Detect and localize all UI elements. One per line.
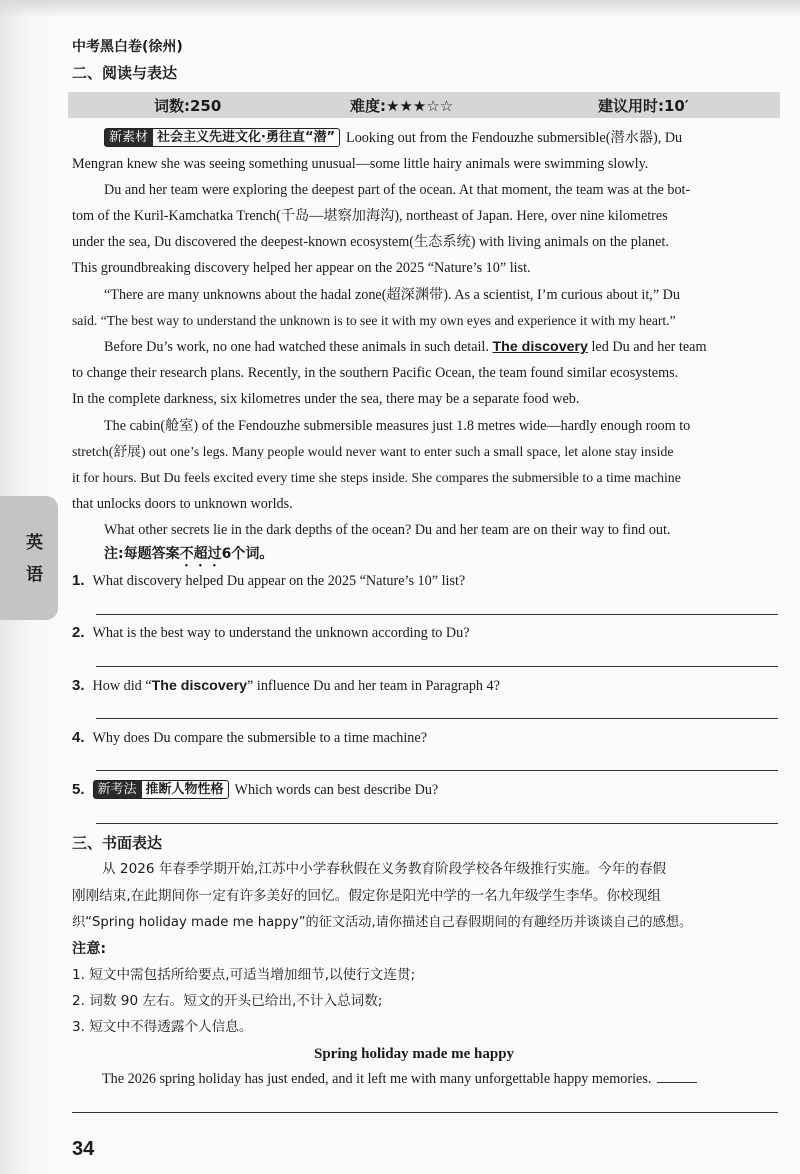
answer-line-1[interactable]: [96, 614, 778, 615]
passage-p3-line1: “There are many unknowns about the hadal zone(超深渊带). As a scientist, I’m curious about it,” Du: [104, 287, 681, 303]
side-tab-char-2: 语: [26, 565, 43, 585]
question-2: [72, 620, 470, 647]
question-text: Which words can best describe Du?: [234, 782, 439, 798]
essay-opening: [102, 1066, 697, 1093]
question-text: What discovery helped Du appear on the 2025 “Nature’s 10” list?: [92, 573, 466, 589]
passage-p2-line4: This groundbreaking discovery helped her appear on the 2025 “Nature’s 10” list.: [72, 260, 531, 276]
answer-note: [104, 541, 273, 570]
note-suffix: 6个词。: [221, 546, 274, 562]
new-material-tag: [104, 128, 340, 147]
passage-p2-line1: Du and her team were exploring the deepest part of the ocean. At that moment, the team was at the bot-: [104, 182, 691, 198]
question-text: What is the best way to understand the unknown according to Du?: [92, 625, 470, 641]
the-discovery-highlight: The discovery: [492, 339, 588, 355]
question-number: 1.: [72, 572, 85, 589]
notice-title: 注意:: [72, 941, 107, 957]
note-prefix: 注:每题答案: [104, 546, 180, 562]
writing-rule-3: 3. 短文中不得透露个人信息。: [72, 1019, 253, 1035]
page-number: 34: [72, 1138, 95, 1160]
writing-intro-line3: 织“Spring holiday made me happy”的征文活动,请你描述自己春假期间的有趣经历并谈谈自己的感想。: [72, 915, 693, 930]
writing-intro-line2: 刚刚结束,在此期间你一定有许多美好的回忆。假定你是阳光中学的一名九年级学生李华。你校现组: [72, 888, 661, 904]
question-5: [72, 777, 438, 804]
word-count: 词数:250: [154, 97, 222, 115]
side-tab-char-1: 英: [26, 533, 43, 553]
writing-rule-2: 2. 词数 90 左右。短文的开头已给出,不计入总词数;: [72, 993, 383, 1009]
book-title: 中考黑白卷(徐州): [72, 39, 183, 55]
suggested-time: 建议用时:10′: [598, 97, 689, 115]
essay-blank[interactable]: [657, 1082, 697, 1083]
answer-line-4[interactable]: [96, 770, 778, 771]
passage-p5-line4: that unlocks doors to unknown worlds.: [72, 496, 293, 512]
p4-text-a: Before Du’s work, no one had watched these animals in such detail.: [104, 339, 489, 355]
question-3: [72, 673, 500, 700]
tag-pill: 新考法: [94, 781, 142, 798]
question-text: Why does Du compare the submersible to a time machine?: [92, 730, 427, 746]
tag-text: 社会主义先进文化·勇往直“潜”: [157, 130, 336, 145]
question-text-a: How did “: [92, 678, 152, 694]
passage-p5-line1: The cabin(舱室) of the Fendouzhe submersible measures just 1.8 metres wide—hardly enough room to: [104, 418, 691, 434]
essay-opening-text: The 2026 spring holiday has just ended, and it left me with many unforgettable happy memories.: [102, 1071, 652, 1087]
writing-intro-line1: 从 2026 年春季学期开始,江苏中小学春秋假在义务教育阶段学校各年级推行实施。今年的春假: [102, 861, 667, 877]
subject-side-tab: [0, 496, 58, 620]
passage-p1-line1: [104, 125, 682, 152]
passage-p2-line2: tom of the Kuril-Kamchatka Trench(千岛—堪察加海沟), northeast of Japan. Here, over nine kilometres: [72, 208, 668, 224]
passage-p4-line1: [104, 334, 706, 361]
passage-p2-line3: under the sea, Du discovered the deepest-known ecosystem(生态系统) with living animals on the planet.: [72, 234, 669, 250]
question-4: [72, 725, 427, 752]
question-number: 4.: [72, 729, 85, 746]
writing-rule-1: 1. 短文中需包括所给要点,可适当增加细节,以使行文连贯;: [72, 967, 416, 983]
passage-p3-line2: said. “The best way to understand the unknown is to see it with my own eyes and experience it with my heart.”: [72, 313, 676, 328]
section-reading-title: 二、阅读与表达: [72, 64, 178, 82]
passage-p4-line3: In the complete darkness, six kilometres under the sea, there may be a separate food web.: [72, 391, 580, 407]
p4-text-b: led Du and her team: [591, 339, 707, 355]
passage-p5-line2: stretch(舒展) out one’s legs. Many people would never want to enter such a small space, let alone stay inside: [72, 444, 674, 459]
passage-p5-line3: it for hours. But Du feels excited every time she steps inside. She compares the submersible to a time machine: [72, 470, 681, 485]
essay-writing-line[interactable]: [72, 1112, 778, 1113]
answer-line-2[interactable]: [96, 666, 778, 667]
page-top-shadow: [0, 0, 800, 18]
passage-p4-line2: to change their research plans. Recently, in the southern Pacific Ocean, the team found similar ecosystems.: [72, 365, 679, 381]
question-number: 3.: [72, 677, 85, 694]
question-bold-term: The discovery: [151, 678, 248, 694]
note-emphasis: 不超过: [179, 546, 222, 562]
answer-line-3[interactable]: [96, 718, 778, 719]
essay-title: Spring holiday made me happy: [314, 1046, 515, 1062]
info-bar: [68, 92, 780, 118]
passage-p1-line2: Mengran knew she was seeing something unusual—some little hairy animals were swimming slowly.: [72, 156, 649, 172]
tag-text: 推断人物性格: [145, 782, 224, 797]
question-number: 2.: [72, 624, 85, 641]
question-number: 5.: [72, 781, 85, 798]
answer-line-5[interactable]: [96, 823, 778, 824]
question-text-b: ” influence Du and her team in Paragraph 4?: [247, 678, 500, 694]
section-writing-title: 三、书面表达: [72, 834, 163, 852]
question-1: [72, 568, 465, 595]
difficulty-rating: 难度:★★★☆☆: [350, 97, 454, 115]
p1-text: Looking out from the Fendouzhe submersible(潜水器), Du: [346, 130, 683, 146]
passage-p6-line1: What other secrets lie in the dark depths of the ocean? Du and her team are on their way to find out.: [104, 522, 671, 538]
new-method-tag: [93, 780, 229, 799]
tag-pill: 新素材: [105, 129, 153, 146]
